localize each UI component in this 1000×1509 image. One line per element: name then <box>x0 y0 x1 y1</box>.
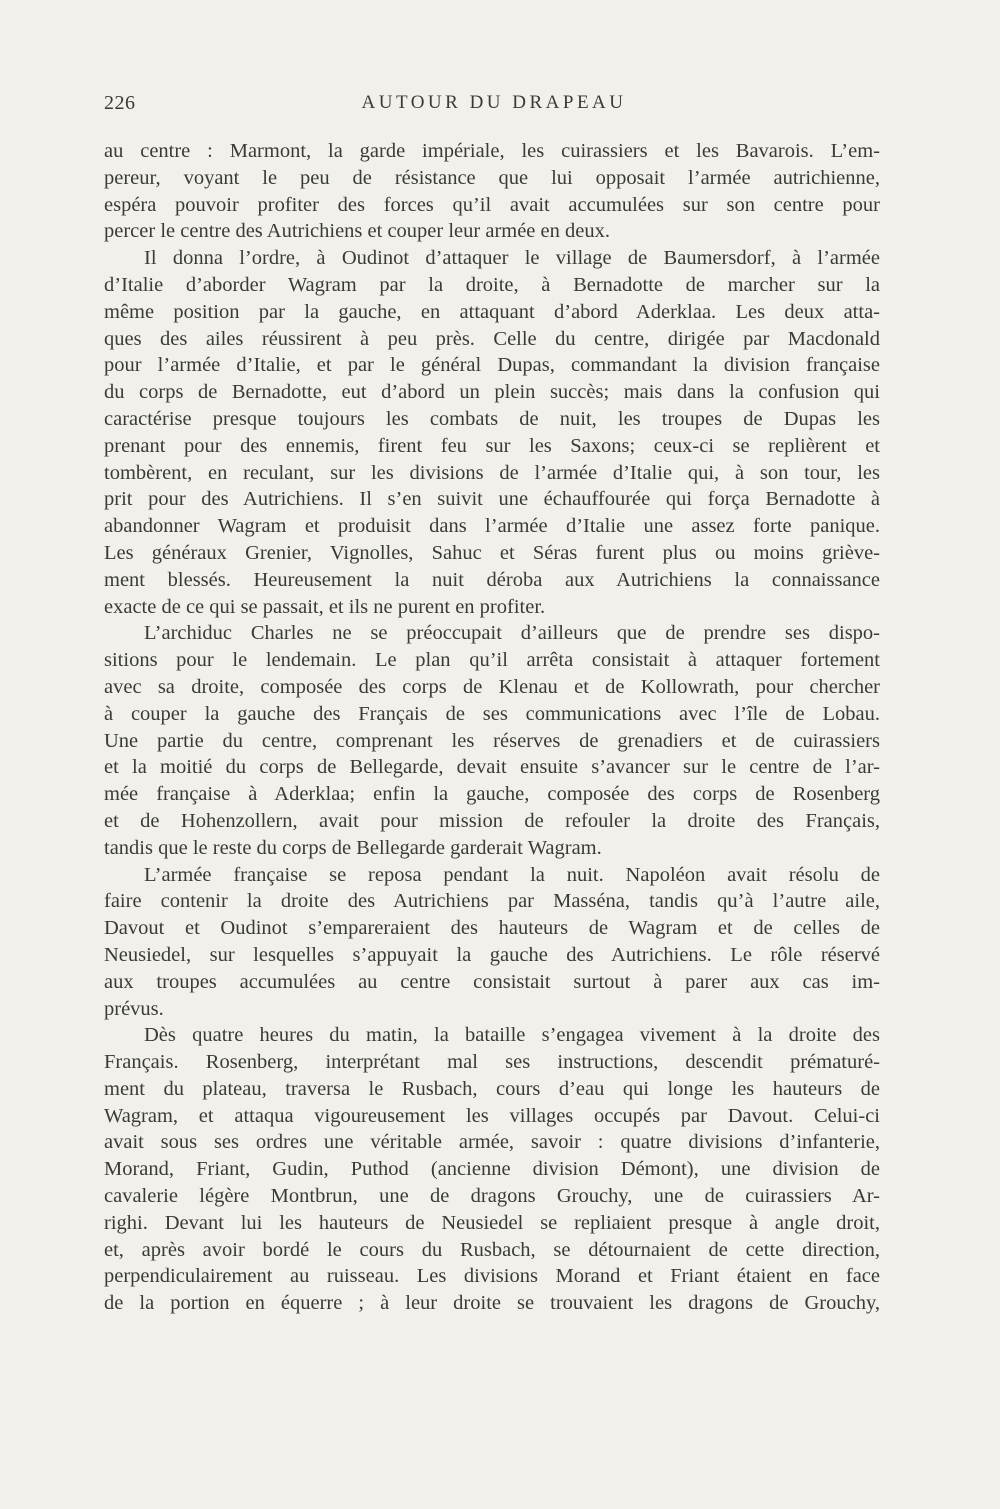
text-line: même position par la gauche, en attaquant d’abord Aderklaa. Les deux atta- <box>104 300 880 323</box>
running-head <box>104 92 884 122</box>
text-line: caractérise presque toujours les combats de nuit, les troupes de Dupas les <box>104 407 880 430</box>
text-line: Une partie du centre, comprenant les réserves de grenadiers et de cuirassiers <box>104 729 880 752</box>
text-line: prévus. <box>104 997 164 1020</box>
text-line: perpendiculairement au ruisseau. Les divisions Morand et Friant étaient en face <box>104 1265 880 1288</box>
body-text <box>104 138 880 1317</box>
text-line: prenant pour des ennemis, firent feu sur les Saxons; ceux-ci se replièrent et <box>104 434 880 457</box>
text-line: Les généraux Grenier, Vignolles, Sahuc et Séras furent plus ou moins grièvе- <box>104 541 880 564</box>
running-title: AUTOUR DU DRAPEAU <box>361 92 627 113</box>
text-line: pour l’armée d’Italie, et par le général Dupas, commandant la division française <box>104 354 880 377</box>
text-line: ment du plateau, traversa le Rusbach, cours d’eau qui longe les hauteurs de <box>104 1077 880 1100</box>
text-line: au centre : Marmont, la garde impériale, les cuirassiers et les Bavarois. L’em- <box>104 140 880 162</box>
text-line: Dès quatre heures du matin, la bataille s’engagea vivement à la droite des <box>144 1024 880 1047</box>
text-line: sitions pour le lendemain. Le plan qu’il arrêta consistait à attaquer fortement <box>104 649 880 672</box>
text-line: tandis que le reste du corps de Bellegarde garderait Wagram. <box>104 836 602 859</box>
text-line: faire contenir la droite des Autrichiens par Masséna, tandis qu’à l’autre aile, <box>104 890 880 913</box>
text-line: Il donna l’ordre, à Oudinot d’attaquer le village de Baumersdorf, à l’armée <box>144 247 880 270</box>
text-line: L’archiduc Charles ne se préoccupait d’ailleurs que de prendre ses dispo- <box>144 622 880 645</box>
text-line: mée française à Aderklaa; enfin la gauche, composée des corps de Rosenberg <box>104 783 880 806</box>
text-line: Morand, Friant, Gudin, Puthod (ancienne division Démont), une division de <box>104 1158 880 1181</box>
text-line: ment blessés. Heureusement la nuit déroba aux Autrichiens la connaissance <box>104 568 880 591</box>
text-line: d’Italie d’aborder Wagram par la droite, à Bernadotte de marcher sur la <box>104 273 880 296</box>
text-line: Davout et Oudinot s’empareraient des hauteurs de Wagram et de celles de <box>104 917 880 940</box>
text-line: cavalerie légère Montbrun, une de dragons Grouchy, une de cuirassiers Ar- <box>104 1185 880 1208</box>
text-line: abandonner Wagram et produisit dans l’armée d’Italie une assez forte panique. <box>104 515 880 538</box>
text-line: righi. Devant lui les hauteurs de Neusiedel se repliaient presque à angle droit, <box>104 1211 880 1234</box>
text-line: Français. Rosenberg, interprétant mal ses instructions, descendit prématuré- <box>104 1051 880 1074</box>
text-line: exacte de ce qui se passait, et ils ne purent en profiter. <box>104 595 546 618</box>
text-line: à couper la gauche des Français de ses communications avec l’île de Lobau. <box>104 702 880 725</box>
text-line: ques des ailes réussirent à peu près. Celle du centre, dirigée par Macdonald <box>104 327 880 350</box>
text-line: Neusiedel, sur lesquelles s’appuyait la gauche des Autrichiens. Le rôle réservé <box>104 943 880 966</box>
text-line: L’armée française se reposa pendant la nuit. Napoléon avait résolu de <box>144 863 880 886</box>
text-line: avait sous ses ordres une véritable armée, savoir : quatre divisions d’infanterie, <box>104 1131 880 1154</box>
text-line: Wagram, et attaqua vigoureusement les villages occupés par Davout. Celui-ci <box>104 1104 880 1127</box>
text-line: espéra pouvoir profiter des forces qu’il avait accumulées sur son centre pour <box>104 193 880 216</box>
text-line: et, après avoir bordé le cours du Rusbach, se détournaient de cette direction, <box>104 1238 880 1261</box>
text-line: et de Hohenzollern, avait pour mission de refouler la droite des Français, <box>104 809 880 832</box>
text-line: avec sa droite, composée des corps de Klenau et de Kollowrath, pour chercher <box>104 675 880 698</box>
text-line: pereur, voyant le peu de résistance que lui opposait l’armée autrichienne, <box>104 166 880 189</box>
text-line: de la portion en équerre ; à leur droite se trouvaient les dragons de Grouchy, <box>104 1292 880 1315</box>
text-line: tombèrent, en reculant, sur les divisions de l’armée d’Italie qui, à son tour, les <box>104 461 880 484</box>
text-line: aux troupes accumulées au centre consistait surtout à parer aux cas im- <box>104 970 880 993</box>
text-line: et la moitié du corps de Bellegarde, devait ensuite s’avancer sur le centre de l’ar- <box>104 756 880 779</box>
page-number: 226 <box>104 92 136 114</box>
text-line: du corps de Bernadotte, eut d’abord un plein succès; mais dans la confusion qui <box>104 381 880 404</box>
text-line: percer le centre des Autrichiens et couper leur armée en deux. <box>104 220 610 243</box>
text-line: prit pour des Autrichiens. Il s’en suivit une échauffourée qui força Bernadotte à <box>104 488 880 511</box>
